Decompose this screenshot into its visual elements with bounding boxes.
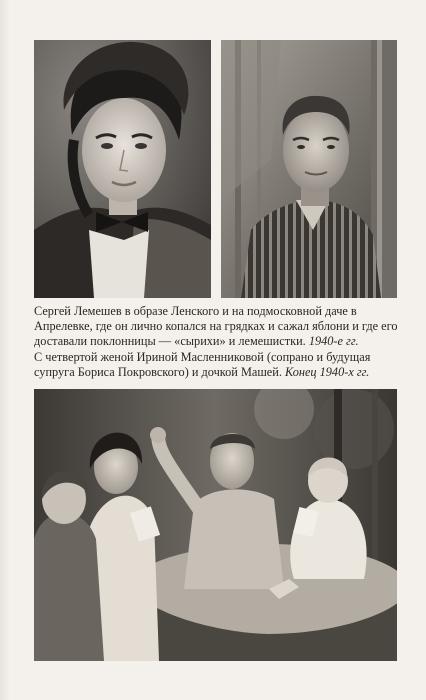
caption-top-photos — [34, 304, 400, 349]
page-gutter-shadow — [0, 0, 10, 700]
photo-dacha-portrait — [221, 40, 397, 298]
caption-1-text: Сергей Лемешев в образе Ленского и на подмосковной даче в Апрелевке, где он лично копался на грядках и сажал яблони и где его доставали поклонницы — «сырихи» и лемешистки. — [34, 304, 398, 348]
caption-2-text: С четвертой женой Ириной Масленниковой (сопрано и будущая супруга Бориса Покровского) и дочкой Машей. — [34, 350, 371, 379]
photo-family-at-table — [34, 389, 397, 661]
caption-2-date: Конец 1940-х гг. — [285, 365, 370, 379]
photo-lensky-portrait — [34, 40, 211, 298]
caption-1-date: 1940-е гг. — [308, 334, 359, 348]
caption-family-photo — [34, 350, 400, 380]
